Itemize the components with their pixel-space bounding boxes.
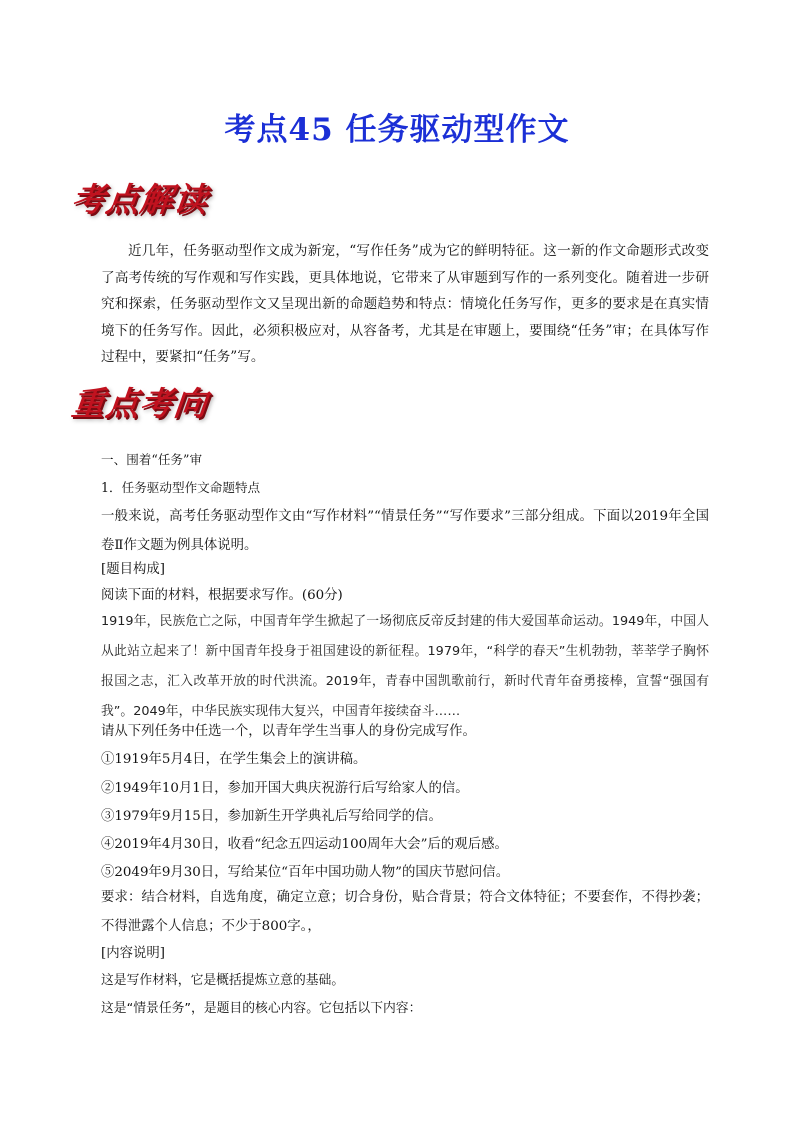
bracket-label-content: [内容说明] — [101, 946, 166, 961]
bracket-label-structure: [题目构成] — [101, 562, 166, 577]
intro-paragraph: 近几年，任务驱动型作文成为新宠，“写作任务”成为它的鲜明特征。这一新的作文命题形式改变了高考传统的写作观和写作实践，更具体地说，它带来了从审题到写作的一系列变化。随着进一步研究和探索，任务驱动型作文又呈现出新的命题趋势和特点：情境化任务写作，更多的要求是在真实情境下的任务写作。因此，必须积极应对，从容备考，尤其是在审题上，要围绕“任务”审；在具体写作过程中，要紧扣“任务”写。 — [101, 243, 709, 365]
section-heading-focus: 重点考向 — [69, 384, 210, 423]
prompt-line: 阅读下面的材料，根据要求写作。(60分) — [101, 588, 343, 603]
note-line: 这是写作材料，它是概括提炼立意的基础。 — [101, 973, 345, 988]
task-item: ①1919年5月4日，在学生集会上的演讲稿。 — [101, 752, 367, 767]
section-heading-interpretation: 考点解读 — [69, 180, 210, 219]
requirements-paragraph: 要求：结合材料，自选角度，确定立意；切合身份，贴合背景；符合文体特征；不要套作，不得抄袭；不得泄露个人信息；不少于800字。， — [101, 890, 709, 934]
task-item: ④2019年4月30日，收看“纪念五四运动100周年大会”后的观后感。 — [101, 837, 508, 852]
task-item: ③1979年9月15日，参加新生开学典礼后写给同学的信。 — [101, 809, 442, 824]
material-paragraph: 1919年，民族危亡之际，中国青年学生掀起了一场彻底反帝反封建的伟大爱国革命运动。1949年，中国人从此站立起来了！新中国青年投身于祖国建设的新征程。1979年，“科学的春天”生机勃勃，莘莘学子胸怀报国之志，汇入改革开放的时代洪流。2019年，青春中国凯歌前行，新时代青年奋勇接棒，宣誓“强国有我”。2049年，中华民族实现伟大复兴，中国青年接续奋斗…… — [101, 614, 709, 719]
subpoint-heading: 1．任务驱动型作文命题特点 — [101, 480, 261, 495]
task-item: ②1949年10月1日，参加开国大典庆祝游行后写给家人的信。 — [101, 781, 469, 796]
point-heading: 一、围着“任务”审 — [101, 452, 203, 467]
task-item: ⑤2049年9月30日，写给某位“百年中国功勋人物”的国庆节慰问信。 — [101, 865, 510, 880]
explanation-paragraph: 一般来说，高考任务驱动型作文由“写作材料”“情景任务”“写作要求”三部分组成。下面以2019年全国卷Ⅱ作文题为例具体说明。 — [101, 509, 709, 553]
page-title: 考点45 任务驱动型作文 — [224, 112, 570, 148]
note-line: 这是“情景任务”，是题目的核心内容。它包括以下内容： — [101, 1001, 422, 1016]
task-intro: 请从下列任务中任选一个，以青年学生当事人的身份完成写作。 — [101, 724, 476, 739]
